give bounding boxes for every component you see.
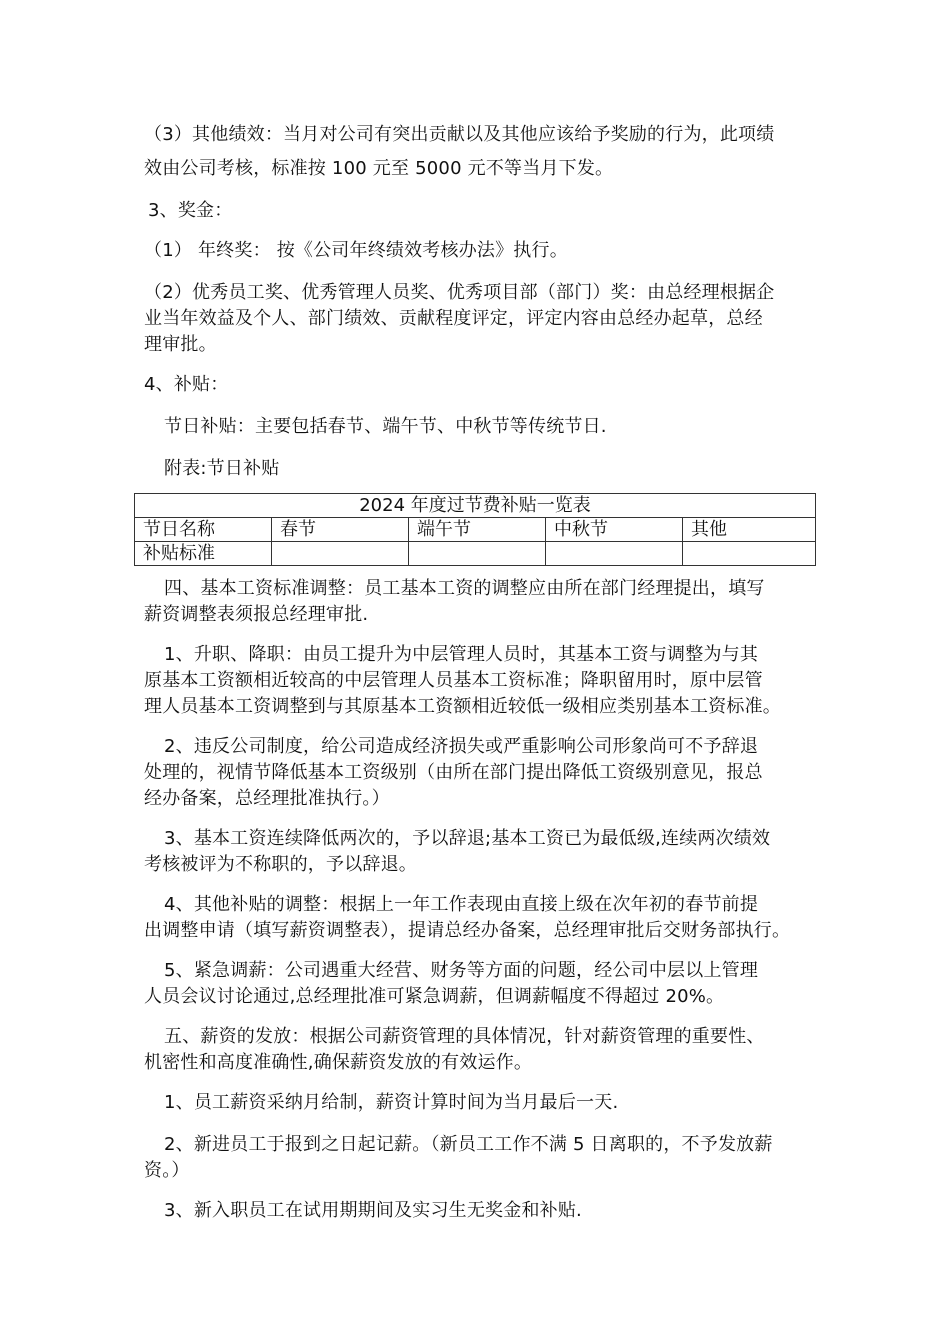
paragraph-line: 资。） [144,1160,190,1181]
table-cell [683,542,816,566]
holiday-subsidy-table [134,493,816,566]
paragraph-line: 5、紧急调薪：公司遇重大经营、财务等方面的问题，经公司中层以上管理 [164,960,759,981]
paragraph-line: 效由公司考核，标准按 100 元至 5000 元不等当月下发。 [144,158,614,179]
table-header-cell: 其他 [683,518,816,542]
paragraph-line: 出调整申请（填写薪资调整表），提请总经办备案，总经理审批后交财务部执行。 [144,920,791,941]
paragraph-line: 附表:节日补贴 [164,458,280,479]
table-cell [546,542,683,566]
paragraph-line: （2）优秀员工奖、优秀管理人员奖、优秀项目部（部门）奖：由总经理根据企 [144,282,775,303]
paragraph-line: 4、补贴： [144,374,229,395]
paragraph-line: 3、奖金： [148,200,233,221]
paragraph-line: 1、员工薪资采纳月给制，薪资计算时间为当月最后一天. [164,1092,619,1113]
table-cell [272,542,409,566]
paragraph-line: 理审批。 [144,334,217,355]
paragraph-line: 3、新入职员工在试用期期间及实习生无奖金和补贴. [164,1200,582,1221]
paragraph-line: 考核被评为不称职的，予以辞退。 [144,854,417,875]
table-title: 2024 年度过节费补贴一览表 [135,494,816,518]
table-header-cell: 节日名称 [135,518,272,542]
paragraph-line: 五、薪资的发放：根据公司薪资管理的具体情况，针对薪资管理的重要性、 [164,1026,765,1047]
paragraph-line: 4、其他补贴的调整：根据上一年工作表现由直接上级在次年初的春节前提 [164,894,759,915]
paragraph-line: 原基本工资额相近较高的中层管理人员基本工资标准；降职留用时，原中层管 [144,670,763,691]
paragraph-line: 四、基本工资标准调整：员工基本工资的调整应由所在部门经理提出，填写 [164,578,765,599]
paragraph-line: 经办备案，总经理批准执行。） [144,788,390,809]
paragraph-line: 薪资调整表须报总经理审批. [144,604,369,625]
table-header-cell: 春节 [272,518,409,542]
table-cell: 补贴标准 [135,542,272,566]
paragraph-line: 2、违反公司制度，给公司造成经济损失或严重影响公司形象尚可不予辞退 [164,736,759,757]
paragraph-line: （3）其他绩效：当月对公司有突出贡献以及其他应该给予奖励的行为，此项绩 [144,124,775,145]
paragraph-line: 机密性和高度准确性,确保薪资发放的有效运作。 [144,1052,533,1073]
paragraph-line: 人员会议讨论通过,总经理批准可紧急调薪，但调薪幅度不得超过 20%。 [144,986,725,1007]
table-header-cell: 中秋节 [546,518,683,542]
paragraph-line: 1、升职、降职：由员工提升为中层管理人员时，其基本工资与调整为与其 [164,644,759,665]
table-header-cell: 端午节 [409,518,546,542]
paragraph-line: 处理的，视情节降低基本工资级别（由所在部门提出降低工资级别意见，报总 [144,762,763,783]
paragraph-line: 节日补贴：主要包括春节、端午节、中秋节等传统节日. [164,416,607,437]
paragraph-line: 3、基本工资连续降低两次的，予以辞退;基本工资已为最低级,连续两次绩效 [164,828,771,849]
table-row [135,542,816,566]
paragraph-line: 业当年效益及个人、部门绩效、贡献程度评定，评定内容由总经办起草，总经 [144,308,763,329]
paragraph-line: （1） 年终奖： 按《公司年终绩效考核办法》执行。 [144,240,568,261]
table-header-row [135,518,816,542]
paragraph-line: 2、新进员工于报到之日起记薪。（新员工工作不满 5 日离职的，不予发放薪 [164,1134,773,1155]
paragraph-line: 理人员基本工资调整到与其原基本工资额相近较低一级相应类别基本工资标准。 [144,696,781,717]
table-cell [409,542,546,566]
